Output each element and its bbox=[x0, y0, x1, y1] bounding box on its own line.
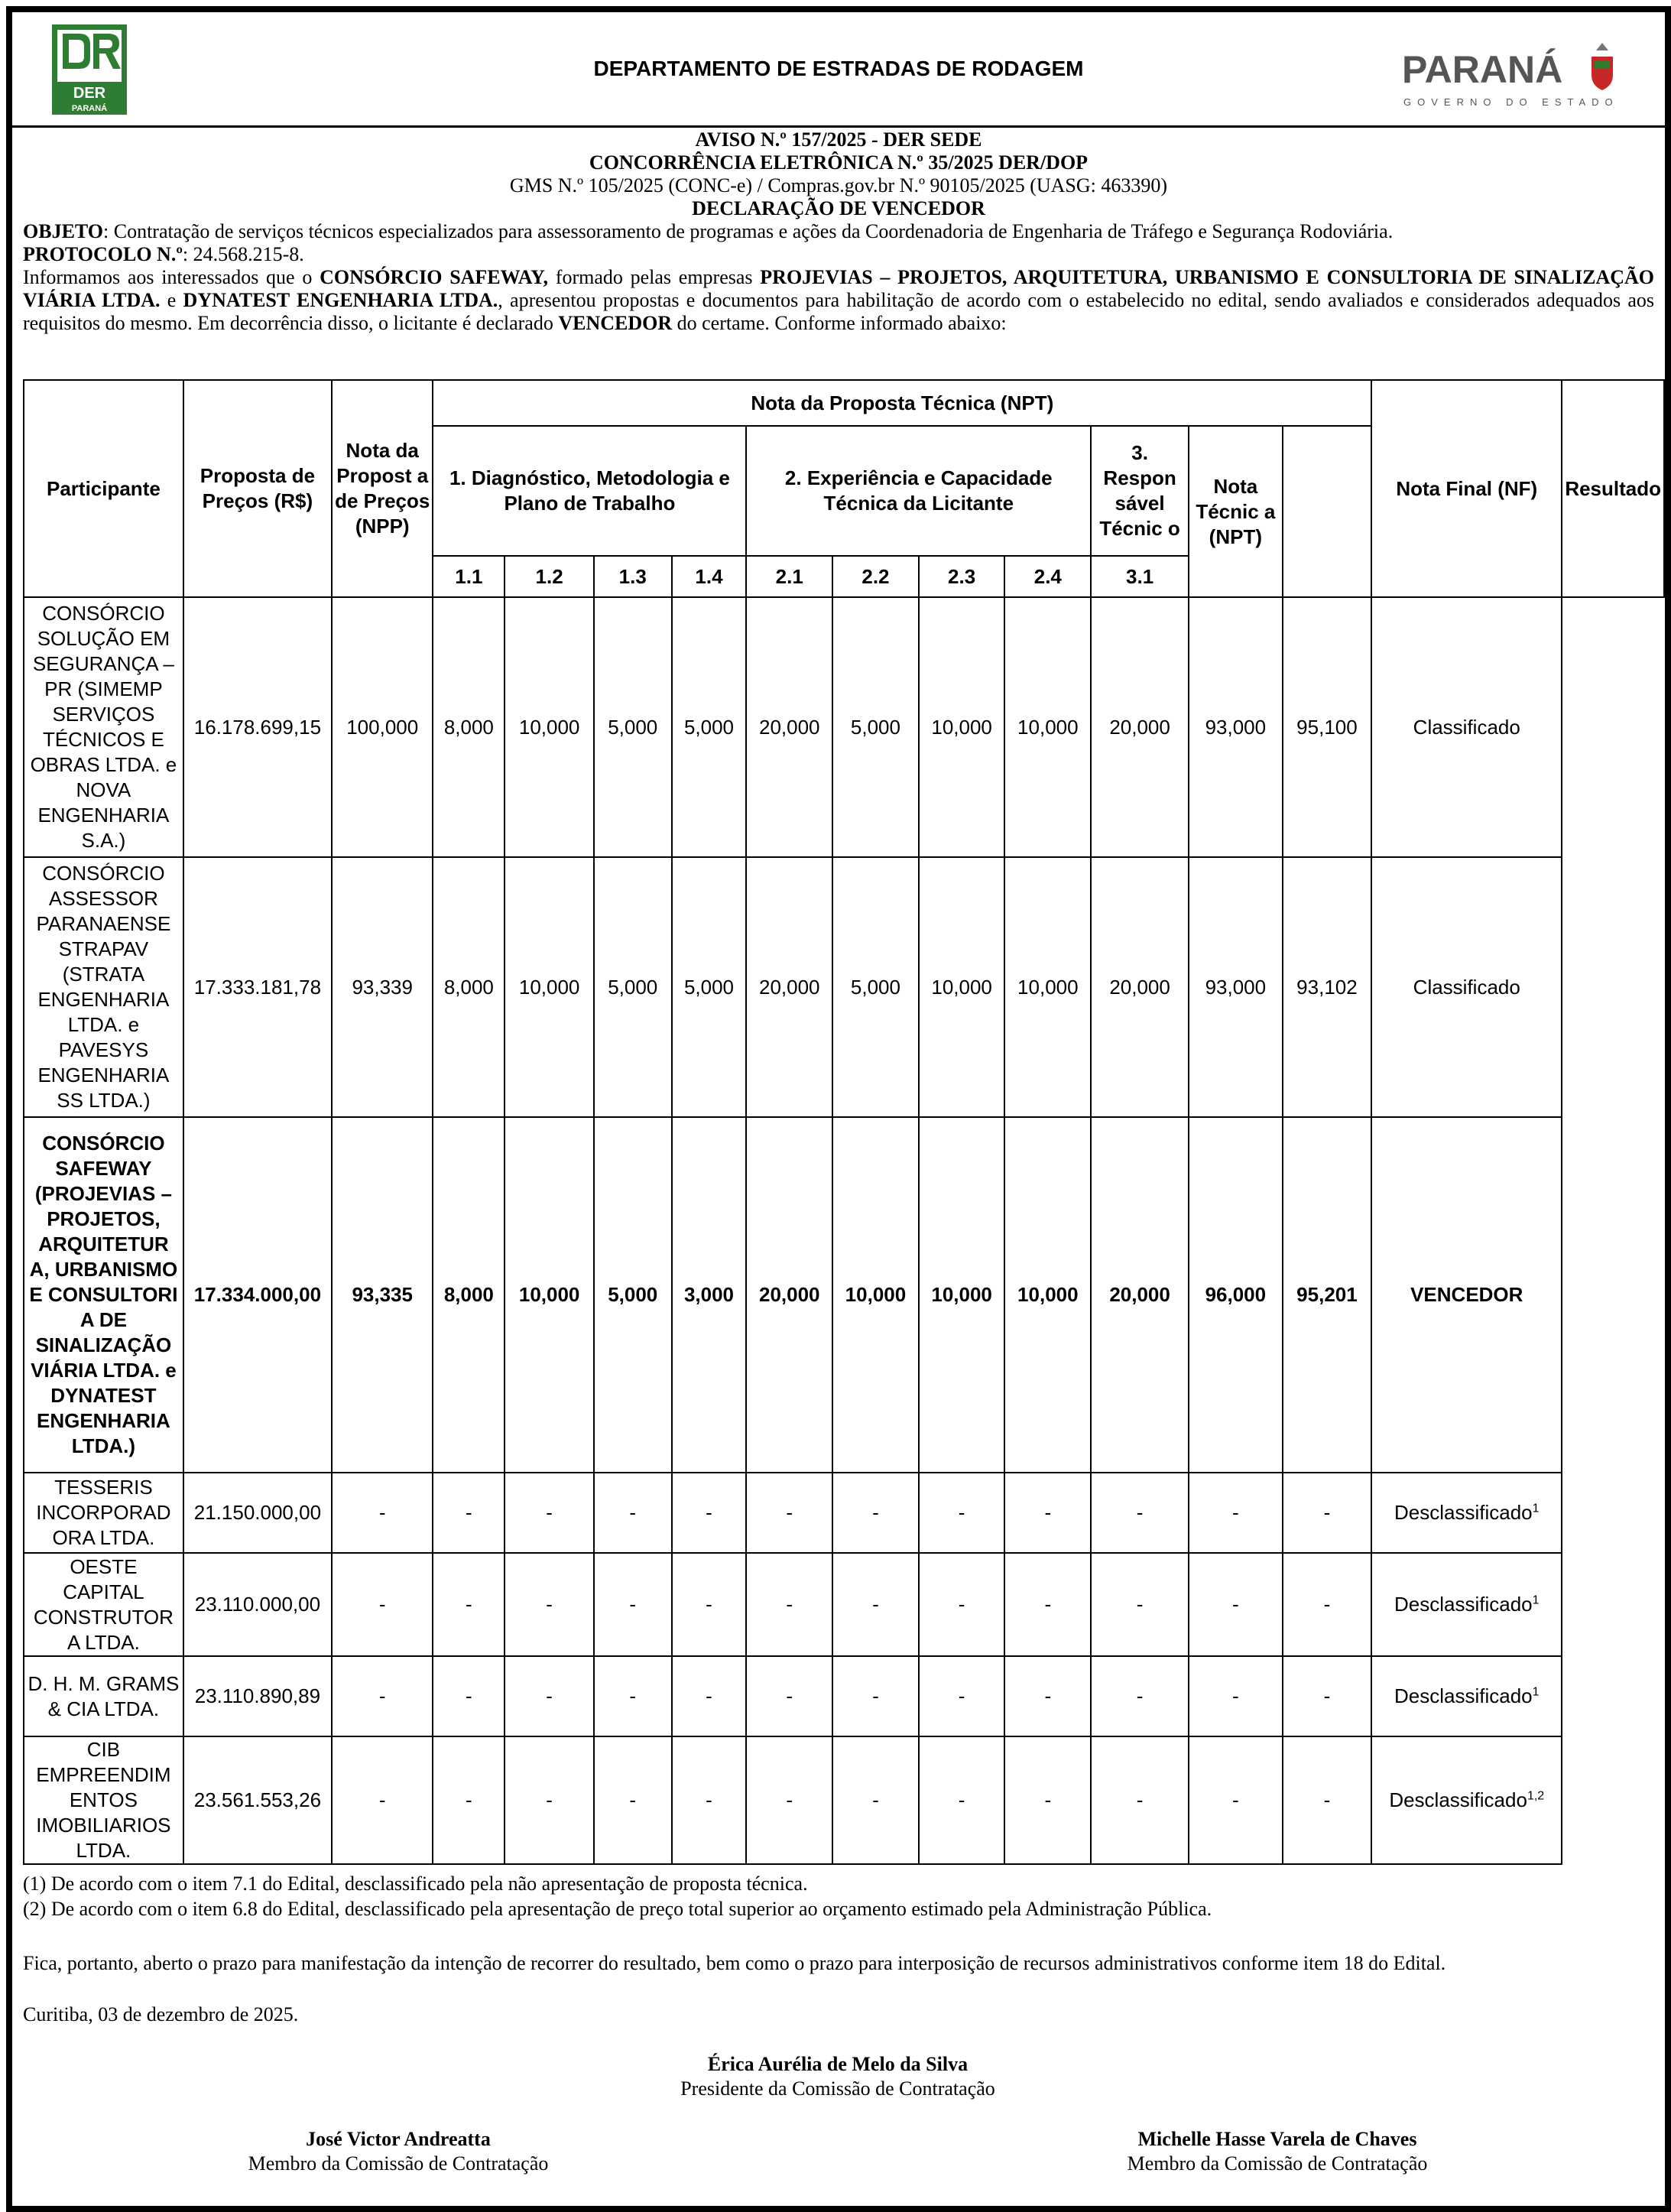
cell-c11: - bbox=[433, 1736, 505, 1864]
cell-participante: CONSÓRCIO SOLUÇÃO EM SEGURANÇA – PR (SIMEMP SERVIÇOS TÉCNICOS E OBRAS LTDA. e NOVA ENGENHARIA S.A.) bbox=[24, 597, 183, 857]
cell-c23: - bbox=[919, 1736, 1005, 1864]
cell-proposta: 21.150.000,00 bbox=[183, 1473, 332, 1553]
cell-c23: - bbox=[919, 1656, 1005, 1736]
cell-c12: 10,000 bbox=[505, 597, 594, 857]
cell-c14: - bbox=[672, 1736, 747, 1864]
subheader-cell: 2.3 bbox=[919, 556, 1005, 597]
table-row bbox=[24, 1736, 1664, 1864]
cell-c22: - bbox=[832, 1553, 919, 1656]
date-line: Curitiba, 03 de dezembro de 2025. bbox=[23, 2003, 299, 2025]
result-label: Desclassificado bbox=[1389, 1788, 1527, 1811]
cell-c13: - bbox=[594, 1656, 672, 1736]
member2-name: Michelle Hasse Varela de Chaves bbox=[1137, 2128, 1417, 2150]
president-name: Érica Aurélia de Melo da Silva bbox=[707, 2053, 969, 2075]
cell-c12: - bbox=[505, 1473, 594, 1553]
cell-proposta: 23.561.553,26 bbox=[183, 1736, 332, 1864]
footnote-ref: 1 bbox=[1532, 1685, 1540, 1699]
cell-participante: D. H. M. GRAMS & CIA LTDA. bbox=[24, 1656, 183, 1736]
inform-consortium: CONSÓRCIO SAFEWAY, bbox=[320, 266, 549, 288]
cell-c24: - bbox=[1004, 1553, 1091, 1656]
cell-resultado bbox=[1371, 597, 1562, 857]
cell-c24: - bbox=[1004, 1473, 1091, 1553]
cell-nf: - bbox=[1283, 1553, 1372, 1656]
footnote-ref: 1 bbox=[1532, 1593, 1540, 1607]
cell-participante: CONSÓRCIO ASSESSOR PARANAENSE STRAPAV (STRATA ENGENHARIA LTDA. e PAVESYS ENGENHARIA SS LTDA.) bbox=[24, 857, 183, 1117]
cell-participante: TESSERIS INCORPORAD ORA LTDA. bbox=[24, 1473, 183, 1553]
table-row bbox=[24, 1473, 1664, 1553]
table-row bbox=[24, 857, 1664, 1117]
table-row bbox=[24, 1117, 1664, 1473]
cell-participante: OESTE CAPITAL CONSTRUTOR A LTDA. bbox=[24, 1553, 183, 1656]
parana-logo-text: PARANÁ bbox=[1402, 48, 1563, 91]
closing-text: Fica, portanto, aberto o prazo para manifestação da intenção de recorrer do resultado, bem como o prazo para interposição de recursos administrativos conforme item 18 do Edital. bbox=[23, 1952, 1446, 1974]
subheader-cell: 1.4 bbox=[672, 556, 747, 597]
cell-c12: 10,000 bbox=[505, 857, 594, 1117]
cell-npt: 96,000 bbox=[1189, 1117, 1283, 1473]
cell-npt: - bbox=[1189, 1736, 1283, 1864]
subheader-cell: 2.2 bbox=[832, 556, 919, 597]
cell-c22: 5,000 bbox=[832, 597, 919, 857]
inform-text-3: e bbox=[160, 289, 183, 311]
cell-resultado bbox=[1371, 1656, 1562, 1736]
cell-c11: 8,000 bbox=[433, 857, 505, 1117]
cell-c11: - bbox=[433, 1553, 505, 1656]
header-group-3: 3. Respon sável Técnic o bbox=[1091, 426, 1189, 556]
header-group-2: 2. Experiência e Capacidade Técnica da Licitante bbox=[746, 426, 1091, 556]
cell-c14: - bbox=[672, 1553, 747, 1656]
cell-nf: 95,201 bbox=[1283, 1117, 1372, 1473]
subheader-cell: 1.2 bbox=[505, 556, 594, 597]
cell-c24: - bbox=[1004, 1736, 1091, 1864]
inform-text-4: , apresentou propostas e documentos para habilitação de acordo com o estabelecido no edital, sendo avaliados e considerados adequados aos requisitos do mesmo. Em decorrência disso, o licitante é declarado bbox=[23, 289, 1654, 334]
header-npt-group: Nota da Proposta Técnica (NPT) bbox=[433, 380, 1371, 426]
cell-nf: - bbox=[1283, 1656, 1372, 1736]
cell-c23: 10,000 bbox=[919, 597, 1005, 857]
subheader-cell: 2.1 bbox=[746, 556, 832, 597]
result-label: Desclassificado bbox=[1394, 1593, 1533, 1616]
cell-c22: - bbox=[832, 1656, 919, 1736]
notice-competition: CONCORRÊNCIA ELETRÔNICA N.º 35/2025 DER/DOP bbox=[589, 151, 1089, 174]
president-role: Presidente da Comissão de Contratação bbox=[680, 2077, 995, 2100]
der-logo-text: DER bbox=[73, 85, 106, 102]
cell-resultado bbox=[1371, 1553, 1562, 1656]
header-nf: Nota Final (NF) bbox=[1371, 380, 1562, 597]
header-npp: Nota da Propost a de Preços (NPP) bbox=[332, 380, 433, 597]
footnote-1: (1) De acordo com o item 7.1 do Edital, desclassificado pela não apresentação de proposta técnica. bbox=[23, 1873, 808, 1895]
cell-c13: 5,000 bbox=[594, 857, 672, 1117]
inform-text-5: do certame. Conforme informado abaixo: bbox=[672, 312, 1007, 334]
cell-c21: - bbox=[746, 1553, 832, 1656]
table-row bbox=[24, 1656, 1664, 1736]
cell-c22: 10,000 bbox=[832, 1117, 919, 1473]
cell-nf: - bbox=[1283, 1736, 1372, 1864]
result-label: Classificado bbox=[1413, 975, 1520, 999]
result-label: Classificado bbox=[1413, 715, 1520, 739]
cell-c23: 10,000 bbox=[919, 1117, 1005, 1473]
table-row bbox=[24, 597, 1664, 857]
cell-c23: - bbox=[919, 1553, 1005, 1656]
footnote-ref: 1,2 bbox=[1527, 1789, 1545, 1803]
cell-nf: 93,102 bbox=[1283, 857, 1372, 1117]
cell-c21: 20,000 bbox=[746, 597, 832, 857]
cell-c12: - bbox=[505, 1553, 594, 1656]
cell-c14: - bbox=[672, 1473, 747, 1553]
cell-c11: - bbox=[433, 1473, 505, 1553]
header-participante: Participante bbox=[24, 380, 183, 597]
cell-c11: - bbox=[433, 1656, 505, 1736]
cell-proposta: 23.110.890,89 bbox=[183, 1656, 332, 1736]
parana-logo bbox=[1400, 35, 1622, 112]
protocolo-paragraph bbox=[23, 243, 1654, 266]
cell-c23: 10,000 bbox=[919, 857, 1005, 1117]
inform-text-1: Informamos aos interessados que o bbox=[23, 266, 320, 288]
inform-paragraph bbox=[23, 266, 1654, 335]
cell-resultado bbox=[1371, 1117, 1562, 1473]
header-proposta: Proposta de Preços (R$) bbox=[183, 380, 332, 597]
footnote-2: (2) De acordo com o item 6.8 do Edital, desclassificado pela apresentação de preço total superior ao orçamento estimado pela Administração Pública. bbox=[23, 1898, 1212, 1920]
inform-text-2: formado pelas empresas bbox=[548, 266, 761, 288]
objeto-paragraph bbox=[23, 220, 1654, 243]
member2-role: Membro da Comissão de Contratação bbox=[1127, 2152, 1428, 2175]
cell-c13: - bbox=[594, 1553, 672, 1656]
cell-c12: - bbox=[505, 1656, 594, 1736]
cell-c31: 20,000 bbox=[1091, 597, 1189, 857]
subheader-cell: 2.4 bbox=[1004, 556, 1091, 597]
cell-c31: - bbox=[1091, 1656, 1189, 1736]
cell-c31: - bbox=[1091, 1473, 1189, 1553]
cell-c14: 5,000 bbox=[672, 597, 747, 857]
cell-proposta: 17.333.181,78 bbox=[183, 857, 332, 1117]
footnote-ref: 1 bbox=[1532, 1502, 1540, 1515]
header-group-1: 1. Diagnóstico, Metodologia e Plano de Trabalho bbox=[433, 426, 746, 556]
notice-number: AVISO N.º 157/2025 - DER SEDE bbox=[695, 128, 982, 151]
cell-npp: - bbox=[332, 1736, 433, 1864]
cell-c22: 5,000 bbox=[832, 857, 919, 1117]
cell-c14: 3,000 bbox=[672, 1117, 747, 1473]
inform-winner: VENCEDOR bbox=[558, 312, 673, 334]
cell-proposta: 16.178.699,15 bbox=[183, 597, 332, 857]
cell-c22: - bbox=[832, 1473, 919, 1553]
cell-resultado bbox=[1371, 1473, 1562, 1553]
cell-npt: 93,000 bbox=[1189, 857, 1283, 1117]
cell-c31: - bbox=[1091, 1553, 1189, 1656]
cell-c12: - bbox=[505, 1736, 594, 1864]
cell-c23: - bbox=[919, 1473, 1005, 1553]
table-row bbox=[24, 1553, 1664, 1656]
result-label: Desclassificado bbox=[1394, 1684, 1533, 1707]
result-label: Desclassificado bbox=[1394, 1501, 1533, 1524]
objeto-text: : Contratação de serviços técnicos especializados para assessoramento de programas e ações da Coordenadoria de Engenharia de Tráfego e Segurança Rodoviária. bbox=[103, 220, 1394, 242]
parana-logo-subtext: GOVERNO DO ESTADO bbox=[1403, 96, 1619, 108]
cell-npt: - bbox=[1189, 1656, 1283, 1736]
cell-c31: 20,000 bbox=[1091, 1117, 1189, 1473]
cell-c24: - bbox=[1004, 1656, 1091, 1736]
cell-c24: 10,000 bbox=[1004, 857, 1091, 1117]
cell-npp: - bbox=[332, 1553, 433, 1656]
subheader-cell: 3.1 bbox=[1091, 556, 1189, 597]
cell-resultado bbox=[1371, 857, 1562, 1117]
cell-c21: 20,000 bbox=[746, 857, 832, 1117]
der-logo-subtext: PARANÁ bbox=[71, 104, 108, 113]
cell-c21: - bbox=[746, 1736, 832, 1864]
cell-c11: 8,000 bbox=[433, 1117, 505, 1473]
protocolo-text: : 24.568.215-8. bbox=[182, 243, 304, 265]
objeto-label: OBJETO bbox=[23, 220, 104, 242]
subheader-cell: 1.1 bbox=[433, 556, 505, 597]
header-divider bbox=[12, 125, 1665, 128]
cell-c13: - bbox=[594, 1736, 672, 1864]
results-body bbox=[24, 597, 1664, 1864]
subheader-cell: 1.3 bbox=[594, 556, 672, 597]
cell-c13: 5,000 bbox=[594, 1117, 672, 1473]
cell-nf: - bbox=[1283, 1473, 1372, 1553]
results-table bbox=[23, 379, 1665, 1865]
header-npt: Nota Técnic a (NPT) bbox=[1189, 426, 1283, 597]
cell-participante: CIB EMPREENDIM ENTOS IMOBILIARIOS LTDA. bbox=[24, 1736, 183, 1864]
cell-c11: 8,000 bbox=[433, 597, 505, 857]
notice-declaration: DECLARAÇÃO DE VENCEDOR bbox=[692, 197, 985, 219]
cell-c24: 10,000 bbox=[1004, 597, 1091, 857]
cell-c31: - bbox=[1091, 1736, 1189, 1864]
cell-resultado bbox=[1371, 1736, 1562, 1864]
cell-npp: - bbox=[332, 1656, 433, 1736]
cell-npp: 100,000 bbox=[332, 597, 433, 857]
inform-company-1: PROJEVIAS – PROJETOS, ARQUITETURA, URBANISMO E CONSULTORIA DE SINALIZAÇÃO VIÁRIA LTDA. bbox=[23, 266, 1655, 311]
cell-npt: 93,000 bbox=[1189, 597, 1283, 857]
cell-npp: 93,335 bbox=[332, 1117, 433, 1473]
header-resultado: Resultado bbox=[1562, 380, 1664, 597]
cell-npp: 93,339 bbox=[332, 857, 433, 1117]
cell-c13: - bbox=[594, 1473, 672, 1553]
cell-c21: 20,000 bbox=[746, 1117, 832, 1473]
cell-c21: - bbox=[746, 1473, 832, 1553]
cell-c12: 10,000 bbox=[505, 1117, 594, 1473]
cell-c22: - bbox=[832, 1736, 919, 1864]
cell-c24: 10,000 bbox=[1004, 1117, 1091, 1473]
member1-name: José Victor Andreatta bbox=[306, 2128, 491, 2150]
cell-npt: - bbox=[1189, 1473, 1283, 1553]
cell-npp: - bbox=[332, 1473, 433, 1553]
cell-proposta: 17.334.000,00 bbox=[183, 1117, 332, 1473]
protocolo-label: PROTOCOLO N.º bbox=[23, 243, 183, 265]
cell-c14: - bbox=[672, 1656, 747, 1736]
cell-nf: 95,100 bbox=[1283, 597, 1372, 857]
notice-gms: GMS N.º 105/2025 (CONC-e) / Compras.gov.br N.º 90105/2025 (UASG: 463390) bbox=[509, 174, 1168, 197]
cell-c13: 5,000 bbox=[594, 597, 672, 857]
cell-c31: 20,000 bbox=[1091, 857, 1189, 1117]
result-label: VENCEDOR bbox=[1410, 1283, 1523, 1306]
cell-c14: 5,000 bbox=[672, 857, 747, 1117]
department-title: DEPARTAMENTO DE ESTRADAS DE RODAGEM bbox=[593, 57, 1084, 80]
cell-c21: - bbox=[746, 1656, 832, 1736]
member1-role: Membro da Comissão de Contratação bbox=[248, 2152, 549, 2175]
cell-npt: - bbox=[1189, 1553, 1283, 1656]
inform-company-2: DYNATEST ENGENHARIA LTDA. bbox=[183, 289, 498, 311]
cell-proposta: 23.110.000,00 bbox=[183, 1553, 332, 1656]
cell-participante: CONSÓRCIO SAFEWAY (PROJEVIAS – PROJETOS, ARQUITETUR A, URBANISMO E CONSULTORI A DE SINALIZAÇÃO VIÁRIA LTDA. e DYNATEST ENGENHARIA LTDA.) bbox=[24, 1117, 183, 1473]
